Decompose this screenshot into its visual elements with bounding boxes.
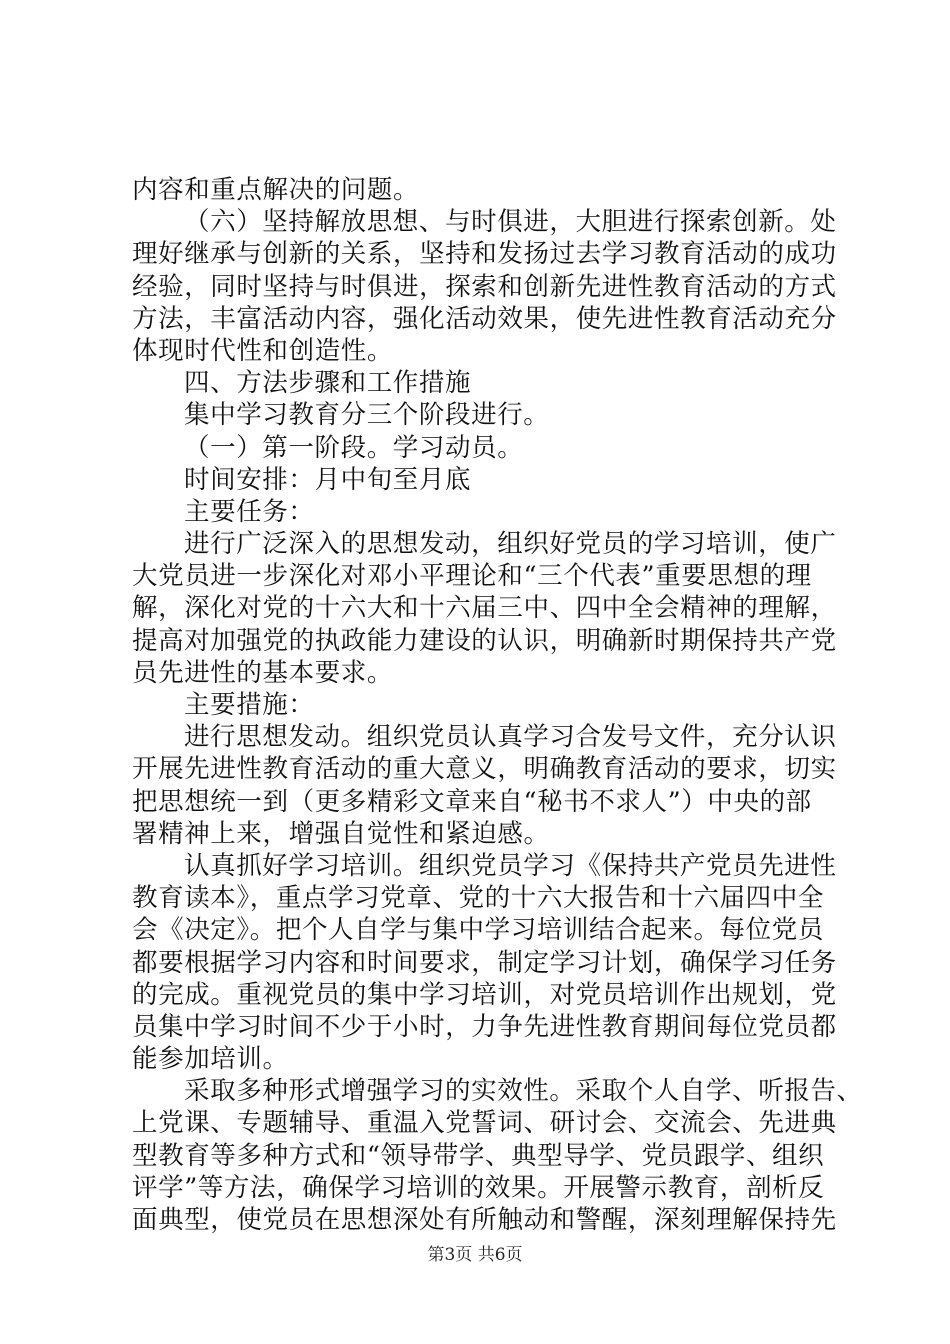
text-line: 署精神上来，增强自觉性和紧迫感。 [132,818,550,849]
document-body [132,174,863,1236]
text-line: 时间安排：月中旬至月底 [184,464,472,495]
text-line: 内容和重点解决的问题。 [132,175,420,205]
text-line: 进行广泛深入的思想发动，组织好党员的学习培训，使广 [184,529,837,560]
text-line: 开展先进性教育活动的重大意义，明确教育活动的要求，切实 [132,754,837,785]
text-line: 都要根据学习内容和时间要求，制定学习计划，确保学习任务 [132,947,837,978]
text-line: 员集中学习时间不少于小时，力争先进性教育期间每位党员都 [132,1011,837,1042]
text-line: 把思想统一到（更多精彩文章来自“秘书不求人”）中央的部 [132,786,812,817]
text-line: 型教育等多种方式和“领导带学、典型导学、党员跟学、组织 [132,1140,825,1171]
text-line: 主要措施： [184,690,315,720]
text-line: 方法，丰富活动内容，强化活动效果，使先进性教育活动充分 [132,303,837,334]
text-line: 面典型，使党员在思想深处有所触动和警醒，深刻理解保持先 [132,1205,837,1235]
text-line: 解，深化对党的十六大和十六届三中、四中全会精神的理解， [132,593,837,624]
text-line: 集中学习教育分三个阶段进行。 [184,400,550,431]
text-line: 经验，同时坚持与时俱进，探索和创新先进性教育活动的方式 [132,271,837,302]
text-line: 主要任务： [184,496,315,527]
text-line: 员先进性的基本要求。 [132,657,394,688]
text-line: 大党员进一步深化对邓小平理论和“三个代表”重要思想的理 [132,561,812,592]
text-line: 评学”等方法，确保学习培训的效果。开展警示教育，剖析反 [132,1172,825,1203]
text-line: 认真抓好学习培训。组织党员学习《保持共产党员先进性 [184,850,837,881]
text-line: 提高对加强党的执政能力建设的认识，明确新时期保持共产党 [132,625,837,656]
text-line: 进行思想发动。组织党员认真学习合发号文件，充分认识 [184,722,837,753]
text-line: 的完成。重视党员的集中学习培训，对党员培训作出规划，党 [132,979,837,1010]
text-line: 教育读本》，重点学习党章、党的十六大报告和十六届四中全 [132,883,824,914]
text-line: 四、方法步骤和工作措施 [184,368,472,399]
text-line: 会《决定》。把个人自学与集中学习培训结合起来。每位党员 [132,915,824,946]
text-line: 体现时代性和创造性。 [132,335,394,366]
text-line: （一）第一阶段。学习动员。 [184,432,524,463]
page-footer: 第3页 共6页 [427,1245,523,1265]
text-line: 采取多种形式增强学习的实效性。采取个人自学、听报告、 [184,1076,863,1107]
text-line: 能参加培训。 [132,1044,289,1075]
text-line: 上党课、专题辅导、重温入党誓词、研讨会、交流会、先进典 [132,1108,837,1139]
text-line: 理好继承与创新的关系，坚持和发扬过去学习教育活动的成功 [132,239,837,270]
text-line: （六）坚持解放思想、与时俱进，大胆进行探索创新。处 [184,207,837,238]
